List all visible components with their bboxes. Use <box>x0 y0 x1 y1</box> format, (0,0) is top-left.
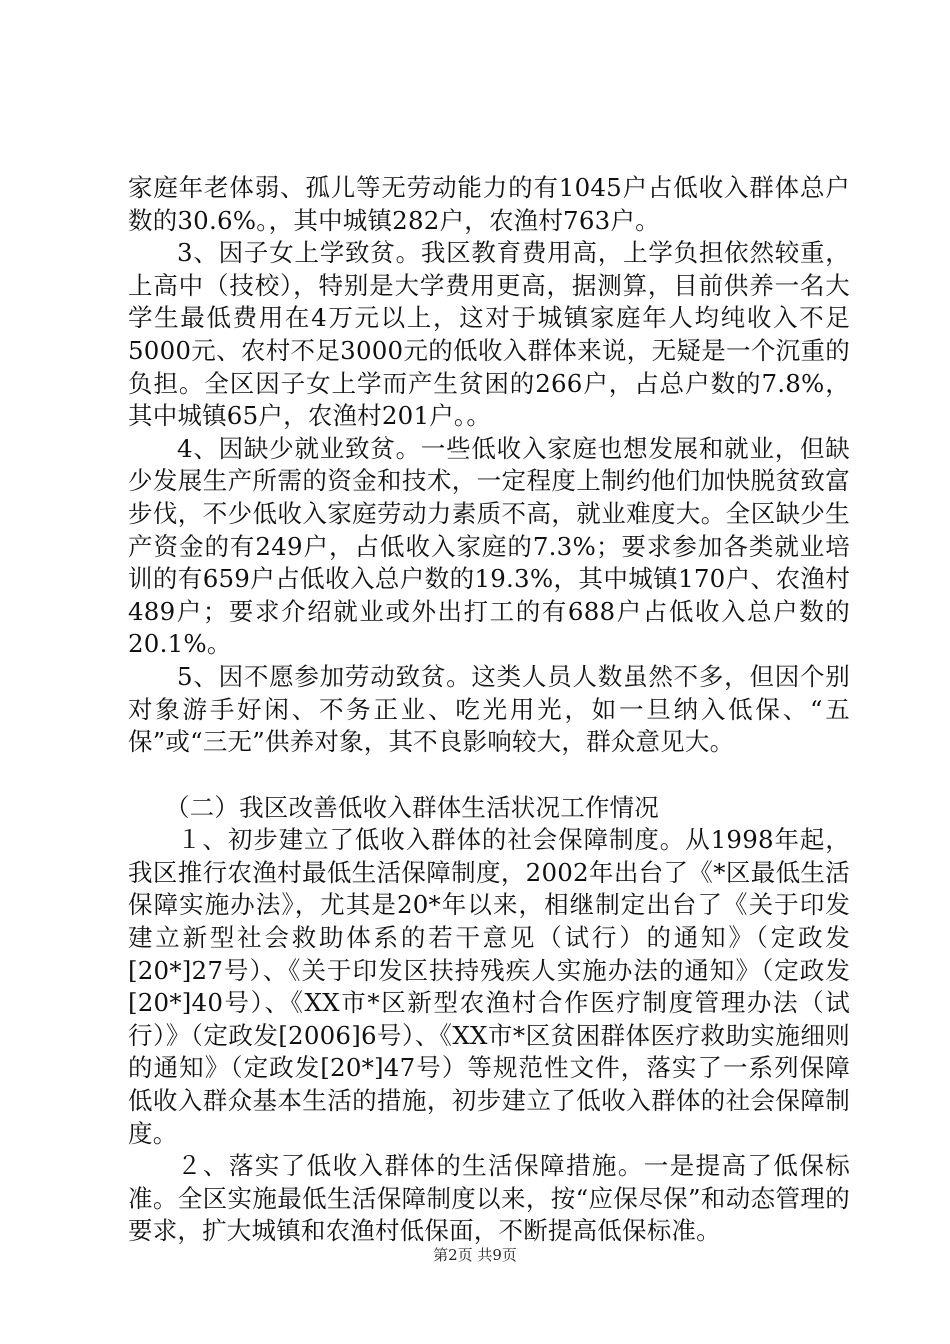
section-paragraph-2: ２、落实了低收入群体的生活保障措施。一是提高了低保标准。全区实施最低生活保障制度以来，按“应保尽保”和动态管理的要求，扩大城镇和农渔村低保面，不断提高低保标准。 <box>128 1151 850 1246</box>
section-heading: （二）我区改善低收入群体生活状况工作情况 <box>165 792 659 822</box>
document-page <box>128 172 850 1248</box>
paragraph-item-5: 5、因不愿参加劳动致贫。这类人员人数虽然不多，但因个别对象游手好闲、不务正业、吃光用光，如一旦纳入低保、“五保”或“三无”供养对象，其不良影响较大，群众意见大。 <box>128 661 850 757</box>
paragraph-item-4: 4、因缺少就业致贫。一些低收入家庭也想发展和就业，但缺少发展生产所需的资金和技术，一定程度上制约他们加快脱贫致富步伐，不少低收入家庭劳动力素质不高，就业难度大。全区缺少生产资金的有249户，占低收入家庭的7.3%；要求参加各类就业培训的有659户占低收入总户数的19.3%，其中城镇170户、农渔村489户；要求介绍就业或外出打工的有688户占低收入总户数的20.1%。 <box>128 433 850 659</box>
paragraph-continuation: 家庭年老体弱、孤儿等无劳动能力的有1045户占低收入群体总户数的30.6%。，其中城镇282户，农渔村763户。 <box>128 173 850 235</box>
page-footer: 第2页 共9页 <box>433 1246 517 1264</box>
section-paragraph-1: １、初步建立了低收入群体的社会保障制度。从1998年起，我区推行农渔村最低生活保障制度，2002年出台了《*区最低生活保障实施办法》，尤其是20*年以来，相继制定出台了《关于印发建立新型社会救助体系的若干意见（试行）的通知》（定政发[20*]27号）、《关于印发区扶持残疾人实施办法的通知》（定政发[20*]40号）、《XX市*区新型农渔村合作医疗制度管理办法（试行）》（定政发[2006]6号）、《XX市*区贫困群体医疗救助实施细则的通知》（定政发[20*]47号）等规范性文件，落实了一系列保障低收入群众基本生活的措施，初步建立了低收入群体的社会保障制度。 <box>128 825 850 1148</box>
paragraph-gap <box>128 759 850 792</box>
paragraph-item-3: 3、因子女上学致贫。我区教育费用高，上学负担依然较重，上高中（技校），特别是大学费用更高，据测算，目前供养一名大学生最低费用在4万元以上，这对于城镇家庭年人均纯收入不足5000元、农村不足3000元的低收入群体来说，无疑是一个沉重的负担。全区因子女上学而产生贫困的266户，占总户数的7.8%，其中城镇65户，农渔村201户。。 <box>128 238 850 431</box>
